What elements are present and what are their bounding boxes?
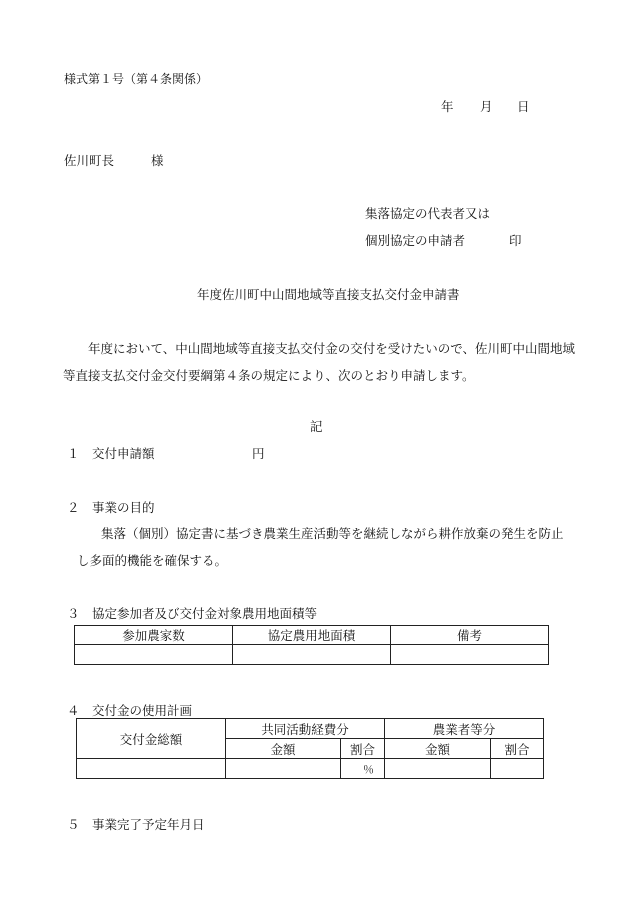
item1-unit: 円: [252, 446, 265, 461]
header-farmers-amount: 金額: [385, 739, 491, 759]
applicant-line1: 集落協定の代表者又は: [365, 206, 491, 221]
ki-label: 記: [310, 419, 323, 434]
body-paragraph: 年度において、中山間地域等直接支払交付金の交付を受けたいので、佐川町中山間地域等直接支払交付金交付要綱第４条の規定により、次のとおり申請します。: [63, 341, 576, 383]
addressee-honorific: 様: [151, 153, 164, 168]
header-area: 協定農用地面積: [233, 626, 391, 645]
cell-participants: [75, 645, 233, 665]
participants-table: [74, 625, 549, 665]
item3-label: ３ 協定参加者及び交付金対象農用地面積等: [67, 606, 318, 621]
header-common-amount: 金額: [226, 739, 341, 759]
item1-label: １ 交付申請額: [67, 446, 155, 461]
header-common-ratio: 割合: [341, 739, 385, 759]
header-group-farmers: 農業者等分: [385, 719, 544, 739]
item4-label: ４ 交付金の使用計画: [67, 703, 193, 718]
header-remarks: 備考: [391, 626, 549, 645]
header-farmers-ratio: 割合: [491, 739, 544, 759]
cell-farmers-ratio: [491, 759, 544, 779]
cell-total: [77, 759, 226, 779]
cell-area: [233, 645, 391, 665]
item2-label: ２ 事業の目的: [67, 500, 155, 515]
item2-text: 集落（個別）協定書に基づき農業生産活動等を継続しながら耕作放棄の発生を防止し多面的機能を確保する。: [77, 526, 564, 568]
document-title: 年度佐川町中山間地域等直接支払交付金申請書: [197, 287, 460, 302]
header-group-common: 共同活動経費分: [226, 719, 385, 739]
percent-sign: ％: [363, 762, 375, 776]
date-month: 月: [480, 99, 493, 114]
form-number: 様式第１号（第４条関係）: [64, 72, 209, 86]
header-total: 交付金総額: [77, 719, 226, 759]
usage-plan-table: [76, 718, 544, 779]
cell-farmers-amount: [385, 759, 491, 779]
item5-label: ５ 事業完了予定年月日: [67, 817, 205, 832]
applicant-seal: 印: [509, 233, 522, 248]
applicant-line2: 個別協定の申請者: [365, 233, 466, 248]
date-day: 日: [517, 99, 530, 114]
cell-remarks: [391, 645, 549, 665]
cell-common-amount: [226, 759, 341, 779]
date-year: 年: [441, 99, 454, 114]
header-participants: 参加農家数: [75, 626, 233, 645]
cell-common-ratio: [341, 759, 385, 779]
addressee-name: 佐川町長: [64, 153, 115, 168]
